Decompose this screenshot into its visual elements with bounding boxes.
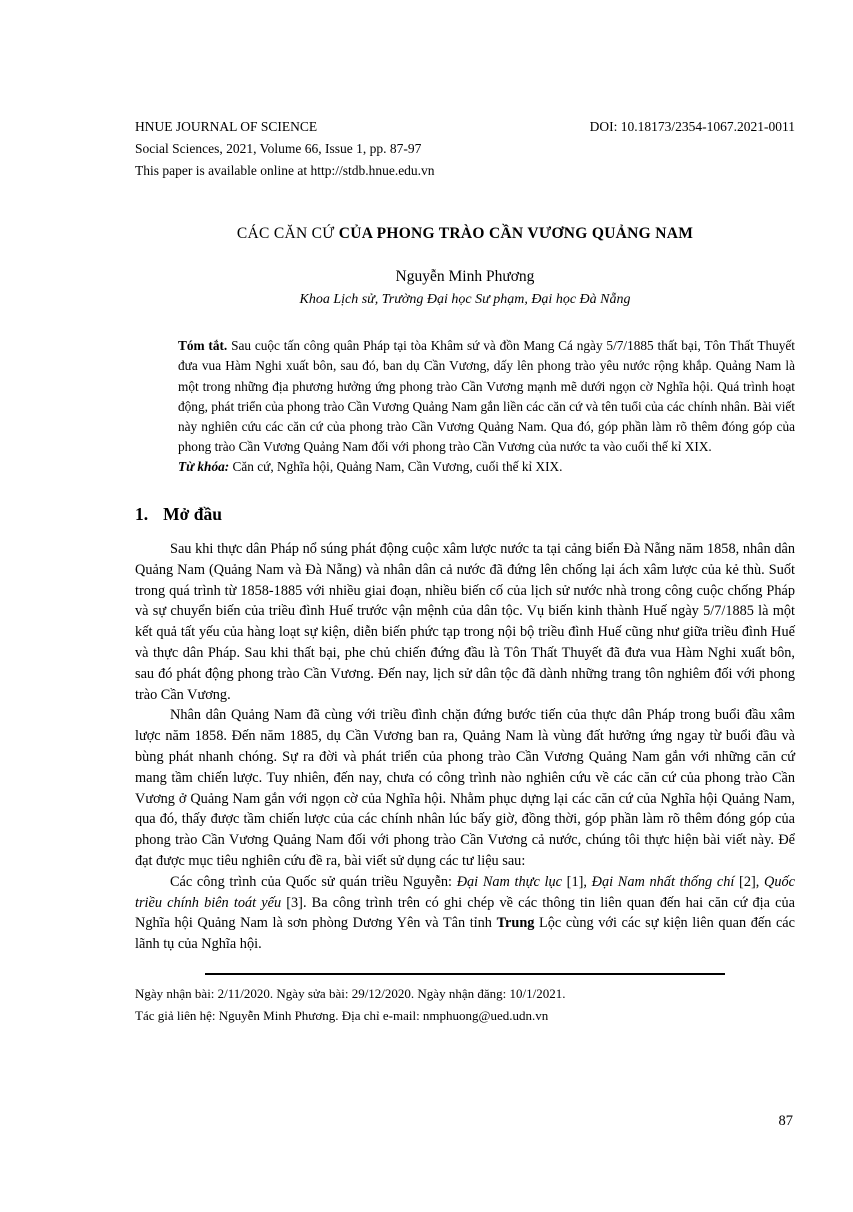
footnote-block — [135, 983, 795, 1027]
footnote-dates: Ngày nhận bài: 2/11/2020. Ngày sửa bài: 29/12/2020. Ngày nhận đăng: 10/1/2021. — [135, 986, 566, 1002]
section-heading-1 — [135, 504, 795, 525]
abstract-block — [178, 336, 795, 477]
footnote-separator — [205, 973, 725, 975]
paragraph-3-text: Lộc cùng với các sự kiện liên quan đến các lãnh tụ của Nghĩa hội. — [135, 915, 795, 953]
keywords-text: Căn cứ, Nghĩa hội, Quảng Nam, Cần Vương, cuối thế kỉ XIX. — [229, 459, 563, 475]
cited-work-title: Đại Nam thực lục — [456, 873, 562, 890]
paragraph-3-text: [3]. Ba công trình trên có ghi chép về các thông tin liên quan đến hai căn cứ địa của Nghĩa hội Quảng Nam là sơn phòng Dương Yên và Tân tỉnh — [135, 894, 795, 932]
article-title — [135, 224, 795, 244]
cited-work-title: Quốc triều chính biên toát yếu — [135, 873, 795, 911]
abstract-paragraph — [178, 336, 795, 457]
availability-note: This paper is available online at http://stdb.hnue.edu.vn — [135, 163, 435, 178]
abstract-label: Tóm tắt. — [178, 338, 228, 354]
page-number: 87 — [778, 1113, 793, 1129]
footnote-contact: Tác giả liên hệ: Nguyễn Minh Phương. Địa chỉ e-mail: nmphuong@ued.udn.vn — [135, 1008, 549, 1024]
section-title: Mở đầu — [163, 503, 222, 524]
paragraph-3-text: [1], — [561, 873, 592, 890]
paragraph-3-bold-word: Trung — [496, 915, 535, 932]
author-affiliation: Khoa Lịch sử, Trường Đại học Sư phạm, Đại học Đà Nẵng — [299, 292, 631, 308]
paragraph-1: Sau khi thực dân Pháp nổ súng phát động cuộc xâm lược nước ta tại cảng biển Đà Nẵng năm 1858, nhân dân Quảng Nam (Quảng Nam và Đà Nẵng) và nhân dân cả nước đã đứng lên chống lại ách xâm lược của kẻ thù. Suốt trong quá trình từ 1858-1885 với nhiều giai đoạn, nhiều biến cố của lịch sử nước nhà trong công cuộc chống Pháp và sự chuyển biến của triều đình Huế trước vận mệnh của dân tộc. Vụ biến kinh thành Huế ngày 5/7/1885 là một kết quả tất yếu của hàng loạt sự kiện, diễn biến phức tạp trong nội bộ triều đình Huế cũng như giữa triều đình Huế và thực dân Pháp. Sau khi thất bại, phe chủ chiến đứng đầu là Tôn Thất Thuyết đã đưa vua Hàm Nghi xuất bôn, sau đó phát động phong trào Cần Vương. Đến nay, lịch sử dân tộc đã dành những trang tôn nghiêm đối với phong trào Cần Vương. — [135, 541, 795, 703]
keywords-line — [178, 457, 795, 477]
section-number: 1. — [135, 503, 149, 524]
paragraph-2: Nhân dân Quảng Nam đã cùng với triều đình chặn đứng bước tiến của thực dân Pháp trong buổi đầu xâm lược năm 1858. Đến năm 1885, dụ Cần Vương ban ra, Quảng Nam là vùng đất hưởng ứng ngay từ buổi đầu và bùng phát nhanh chóng. Sự ra đời và phát triển của phong trào Cần Vương Quảng Nam gắn với những căn cứ mang tầm chiến lược. Tuy nhiên, đến nay, chưa có công trình nào nghiên cứu về các căn cứ của phong trào Cần Vương ở Quảng Nam gắn với ngọn cờ của Nghĩa hội. Nhằm phục dựng lại các căn cứ của Nghĩa hội Quảng Nam, qua đó, thấy được tầm chiến lược của các chính nhân lúc bấy giờ, đồng thời, góp phần làm rõ thêm đóng góp của phong trào Cần Vương Quảng Nam đối với phong trào Cần Vương cả nước, chúng tôi thực hiện bài viết này. Để đạt được mục tiêu nghiên cứu đề ra, bài viết sử dụng các tư liệu sau: — [135, 707, 795, 870]
page-header — [135, 116, 795, 138]
author-name: Nguyễn Minh Phương — [395, 268, 535, 286]
paragraph-3 — [135, 872, 795, 955]
article-title-bold-part: CỦA PHONG TRÀO CẦN VƯƠNG QUẢNG NAM — [338, 225, 694, 242]
paragraph-3-text: [2], — [734, 873, 765, 890]
article-title-regular-part: CÁC CĂN CỨ — [236, 225, 339, 242]
cited-work-title: Đại Nam nhất thống chí — [591, 873, 735, 890]
abstract-text: Sau cuộc tấn công quân Pháp tại tòa Khâm sứ và đồn Mang Cá ngày 5/7/1885 thất bại, Tôn Thất Thuyết đưa vua Hàm Nghi xuất bôn, sau đó, ban dụ Cần Vương, dấy lên phong trào yêu nước rộng khắp. Quảng Nam là một trong những địa phương hưởng ứng phong trào Cần Vương mạnh mẽ dưới ngọn cờ Nghĩa hội. Quá trình hoạt động, phát triển của phong trào Cần Vương Quảng Nam gắn liền các căn cứ và tên tuổi của các chính nhân. Bài viết này nghiên cứu các căn cứ của phong trào Cần Vương Quảng Nam. Qua đó, góp phần làm rõ thêm đóng góp của phong trào Cần Vương Quảng Nam đối với phong trào Cần Vương của nước ta vào cuối thế kỉ XIX. — [178, 338, 796, 455]
keywords-label: Từ khóa: — [178, 459, 230, 475]
paragraph-3-text: Các công trình của Quốc sử quán triều Nguyễn: — [170, 873, 457, 890]
doi: DOI: 10.18173/2354-1067.2021-0011 — [589, 119, 795, 134]
journal-name: HNUE JOURNAL OF SCIENCE — [135, 119, 318, 134]
journal-issue-info: Social Sciences, 2021, Volume 66, Issue 1, pp. 87-97 — [135, 141, 422, 156]
